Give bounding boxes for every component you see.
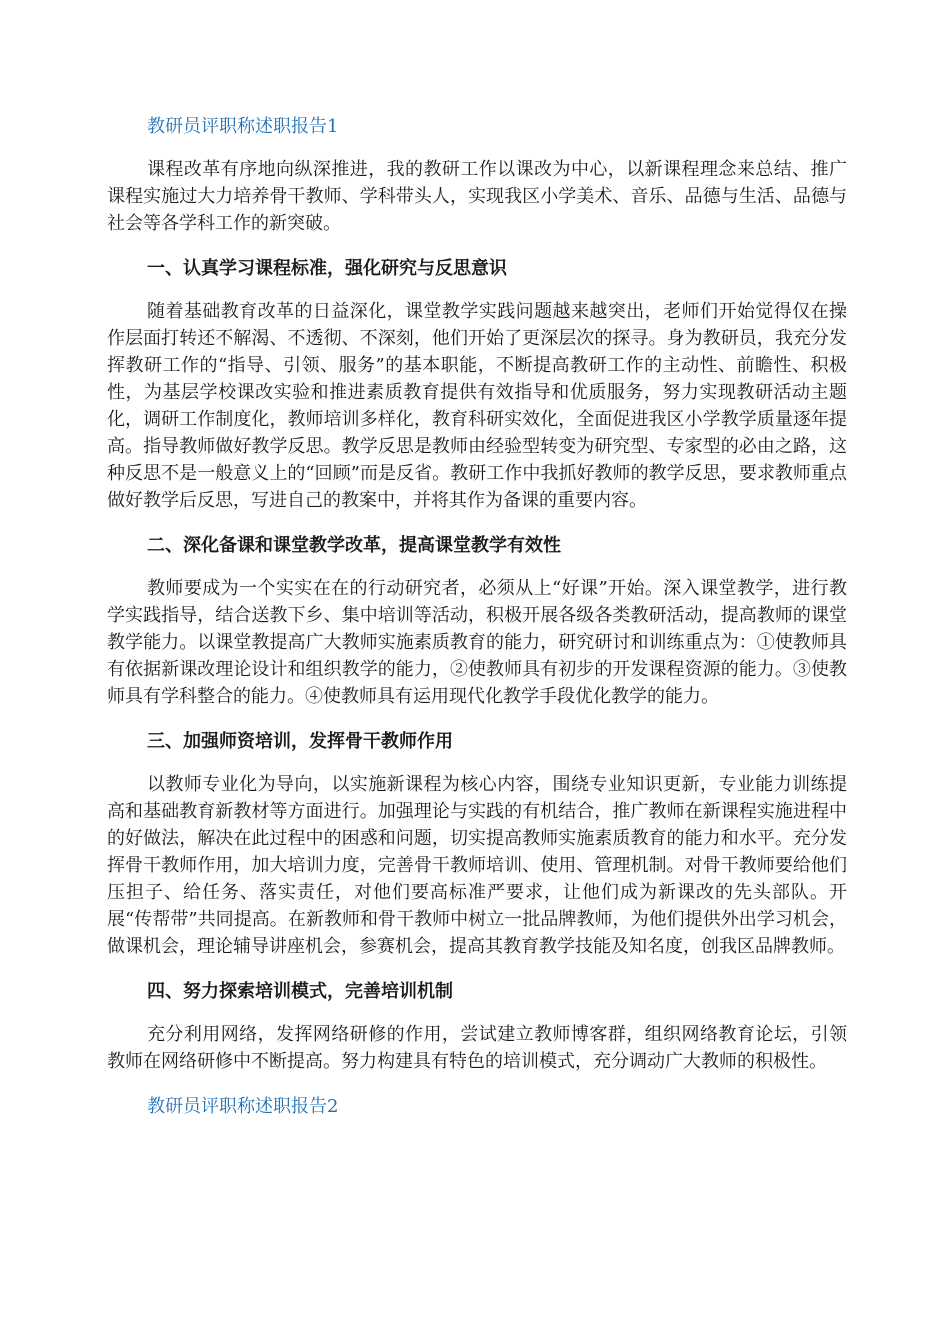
report-2-title: 教研员评职称述职报告2	[147, 1096, 339, 1117]
section-1-body: 随着基础教育改革的日益深化，课堂教学实践问题越来越突出，老师们开始觉得仅在操作层面打转还不解渴、不透彻、不深刻，他们开始了更深层次的探寻。身为教研员，我充分发挥教研工作的“指导、引领、服务”的基本职能，不断提高教研工作的主动性、前瞻性、积极性，为基层学校课改实验和推进素质教育提供有效指导和优质服务，努力实现教研活动主题化，调研工作制度化，教师培训多样化，教育科研实效化，全面促进我区小学教学质量逐年提高。指导教师做好教学反思。教学反思是教师由经验型转变为研究型、专家型的必由之路，这种反思不是一般意义上的“回顾”而是反省。教研工作中我抓好教师的教学反思，要求教师重点做好教学后反思，写进自己的教案中，并将其作为备课的重要内容。	[107, 301, 847, 511]
section-2-body: 教师要成为一个实实在在的行动研究者，必须从上“好课”开始。深入课堂教学，进行教学实践指导，结合送教下乡、集中培训等活动，积极开展各级各类教研活动，提高教师的课堂教学能力。以课堂教提高广大教师实施素质教育的能力，研究研讨和训练重点为：①使教师具有依据新课改理论设计和组织教学的能力，②使教师具有初步的开发课程资源的能力。③使教师具有学科整合的能力。④使教师具有运用现代化教学手段优化教学的能力。	[107, 578, 847, 707]
section-3-heading: 三、加强师资培训，发挥骨干教师作用	[147, 731, 453, 752]
section-3-body: 以教师专业化为导向，以实施新课程为核心内容，围绕专业知识更新，专业能力训练提高和基础教育新教材等方面进行。加强理论与实践的有机结合，推广教师在新课程实施进程中的好做法，解决在此过程中的困惑和问题，切实提高教师实施素质教育的能力和水平。充分发挥骨干教师作用，加大培训力度，完善骨干教师培训、使用、管理机制。对骨干教师要给他们压担子、给任务、落实责任，对他们要高标准严要求，让他们成为新课改的先头部队。开展“传帮带”共同提高。在新教师和骨干教师中树立一批品牌教师，为他们提供外出学习机会，做课机会，理论辅导讲座机会，参赛机会，提高其教育教学技能及知名度，创我区品牌教师。	[107, 774, 847, 957]
report-1-title: 教研员评职称述职报告1	[147, 116, 339, 137]
document-page	[107, 112, 847, 1122]
section-4-heading: 四、努力探索培训模式，完善培训机制	[147, 981, 453, 1002]
report-1-intro: 课程改革有序地向纵深推进，我的教研工作以课改为中心，以新课程理念来总结、推广课程实施过大力培养骨干教师、学科带头人，实现我区小学美术、音乐、品德与生活、品德与社会等各学科工作的新突破。	[107, 159, 847, 234]
section-1-heading: 一、认真学习课程标准，强化研究与反思意识	[147, 258, 507, 279]
section-4-body: 充分利用网络，发挥网络研修的作用，尝试建立教师博客群，组织网络教育论坛，引领教师在网络研修中不断提高。努力构建具有特色的培训模式，充分调动广大教师的积极性。	[107, 1024, 847, 1072]
section-2-heading: 二、深化备课和课堂教学改革，提高课堂教学有效性	[147, 535, 561, 556]
